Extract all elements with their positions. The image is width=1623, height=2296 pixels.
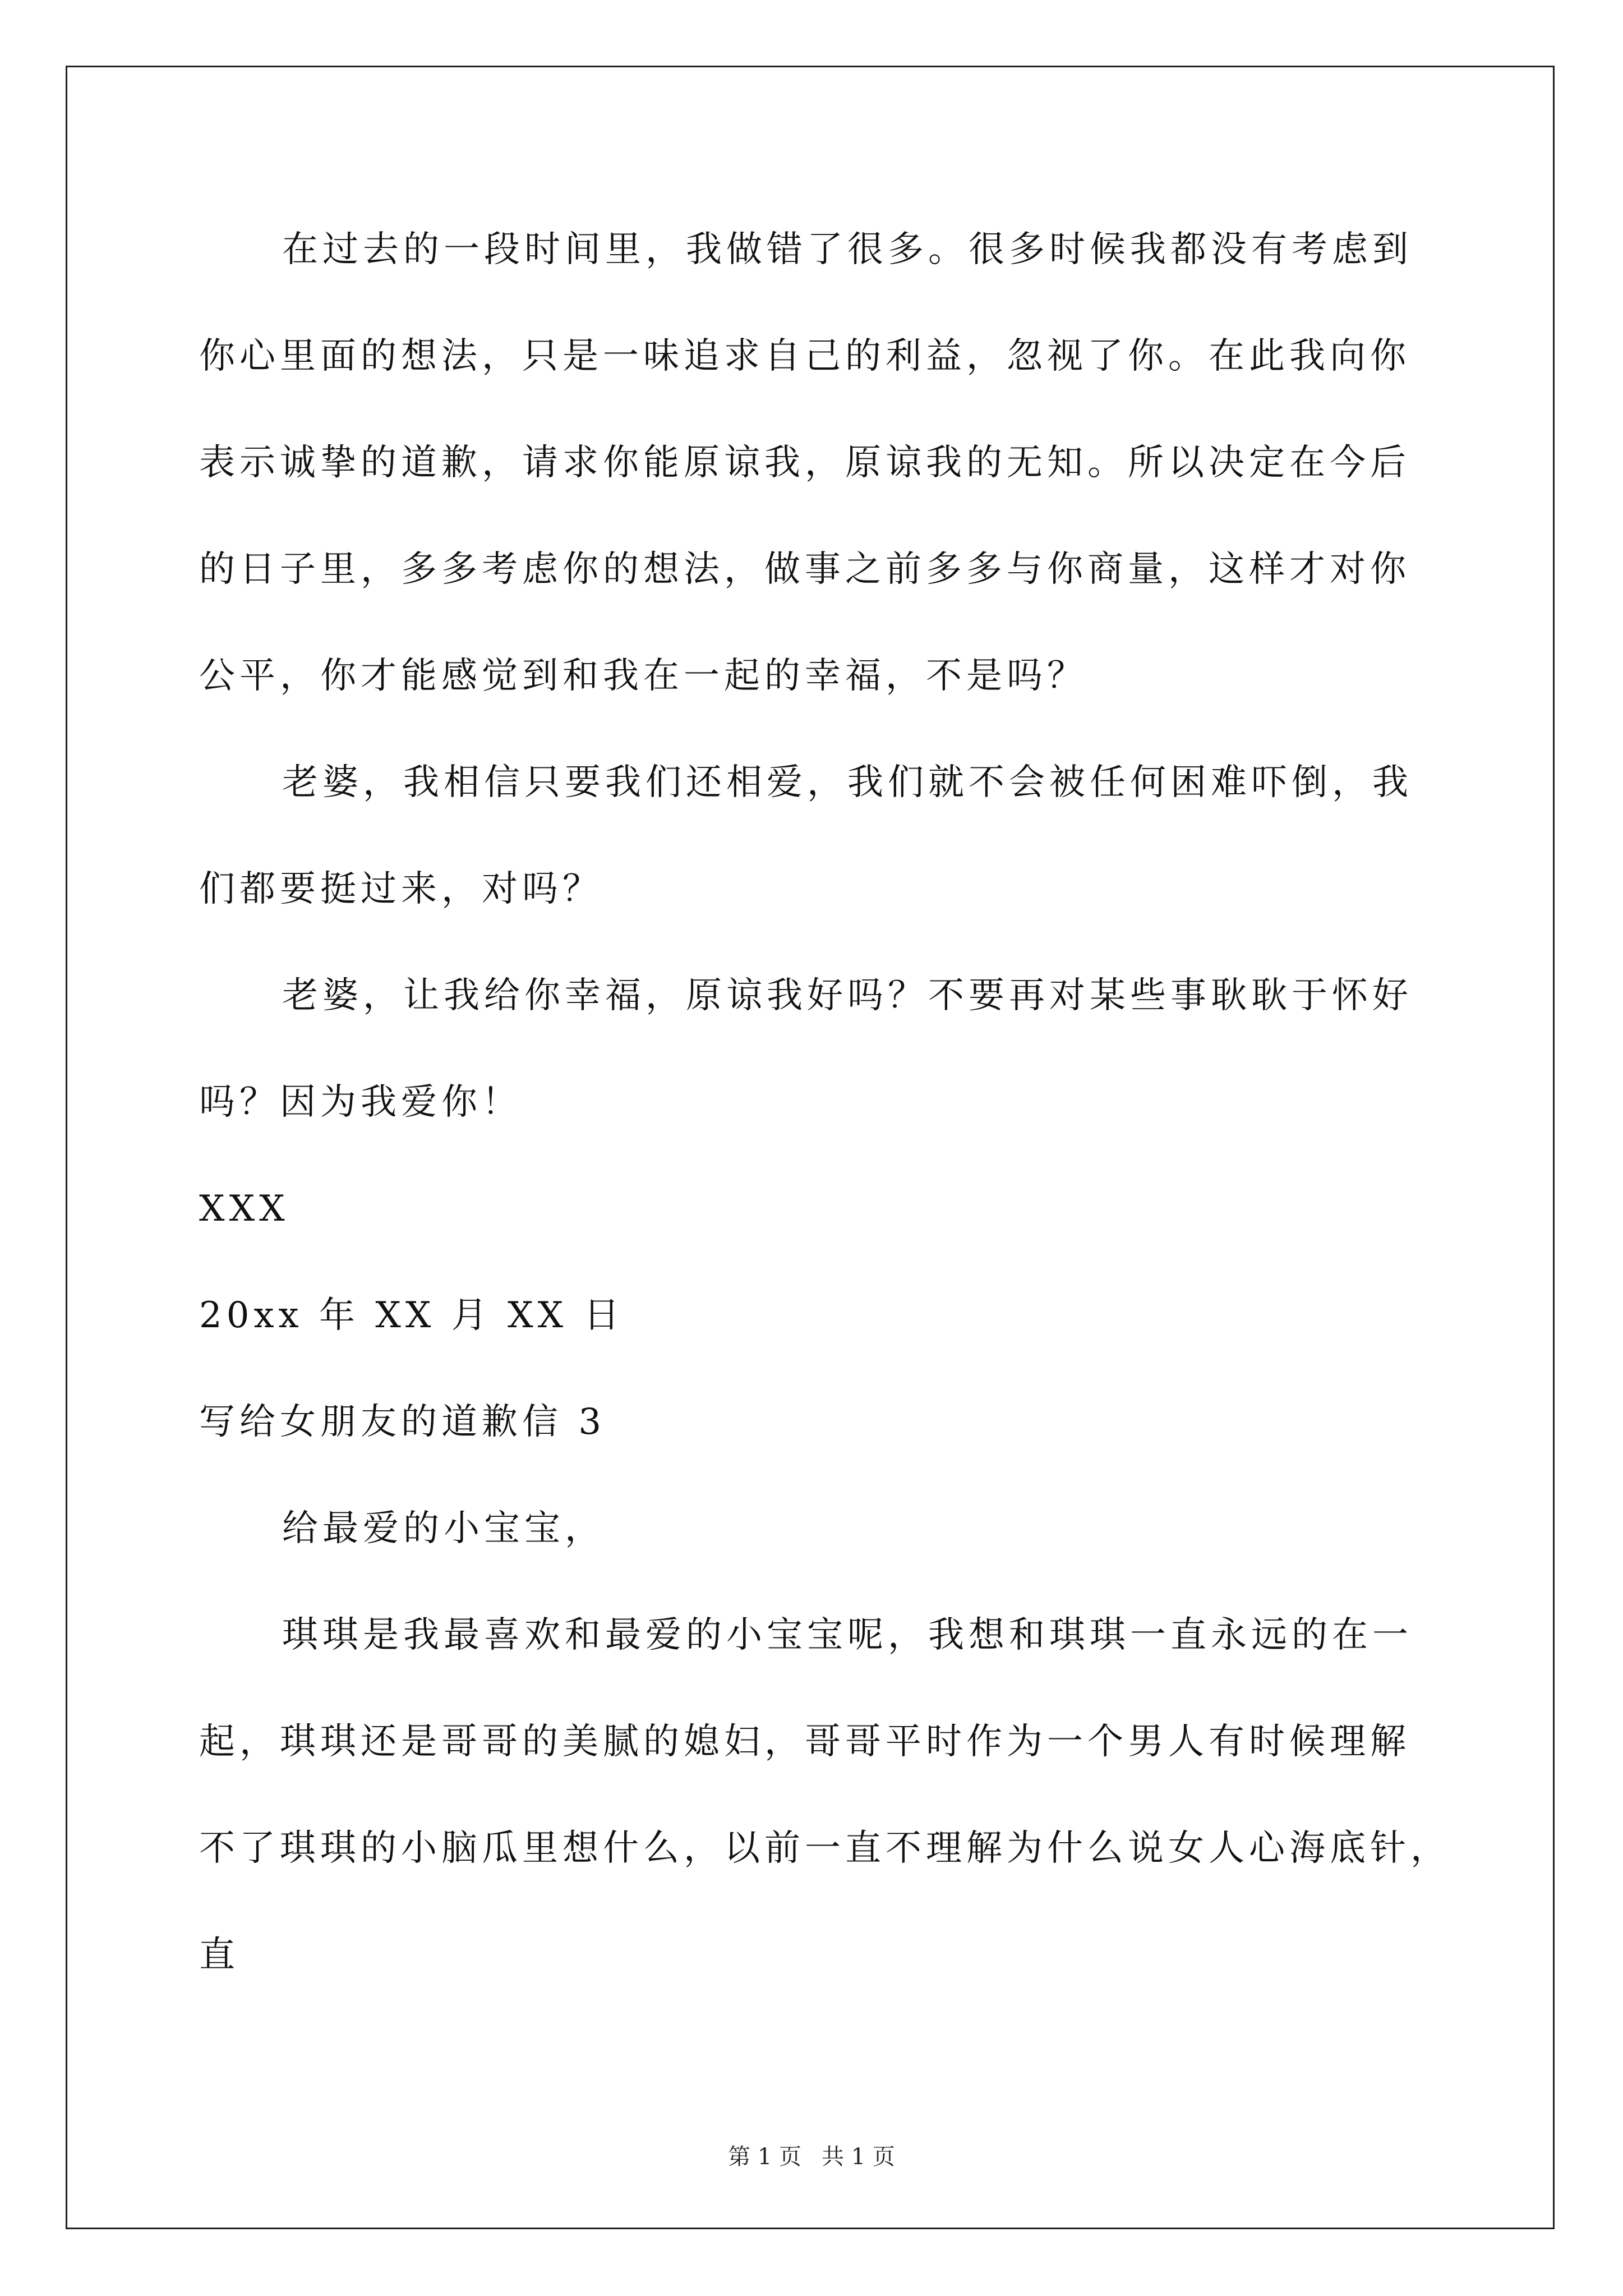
section-heading: 写给女朋友的道歉信 3 (199, 1401, 606, 1443)
paragraph-line: 在过去的一段时间里，我做错了很多。很多时候我都没有考虑到 (282, 229, 1413, 270)
paragraph-line: 你心里面的想法，只是一味追求自己的利益，忽视了你。在此我向你 (199, 335, 1410, 377)
page-border (66, 66, 1555, 2229)
paragraph-line: 老婆，让我给你幸福，原谅我好吗？不要再对某些事耿耿于怀好 (282, 975, 1413, 1016)
paragraph-line: 公平，你才能感觉到和我在一起的幸福，不是吗？ (199, 655, 1087, 697)
signature-date: 20xx 年 XX 月 XX 日 (199, 1295, 624, 1336)
paragraph-line: 的日子里，多多考虑你的想法，做事之前多多与你商量，这样才对你 (199, 549, 1410, 590)
page-number: 第 1 页 (728, 2144, 801, 2170)
page-total: 共 1 页 (822, 2144, 895, 2170)
paragraph-line: 们都要挺过来，对吗？ (199, 868, 603, 910)
paragraph-line: 老婆，我相信只要我们还相爱，我们就不会被任何困难吓倒，我 (282, 762, 1413, 803)
paragraph-line: 表示诚挚的道歉，请求你能原谅我，原谅我的无知。所以决定在今后 (199, 442, 1410, 484)
paragraph-line: 直 (199, 1934, 239, 1976)
paragraph-line: 不了琪琪的小脑瓜里想什么，以前一直不理解为什么说女人心海底针， (199, 1828, 1451, 1869)
paragraph-line: 琪琪是我最喜欢和最爱的小宝宝呢，我想和琪琪一直永远的在一 (282, 1614, 1413, 1656)
letter-salutation: 给最爱的小宝宝， (282, 1508, 605, 1549)
signature-name: XXX (199, 1188, 289, 1230)
page-footer (0, 2143, 1623, 2171)
paragraph-line: 起，琪琪还是哥哥的美腻的媳妇，哥哥平时作为一个男人有时候理解 (199, 1721, 1410, 1763)
paragraph-line: 吗？因为我爱你！ (199, 1082, 522, 1123)
